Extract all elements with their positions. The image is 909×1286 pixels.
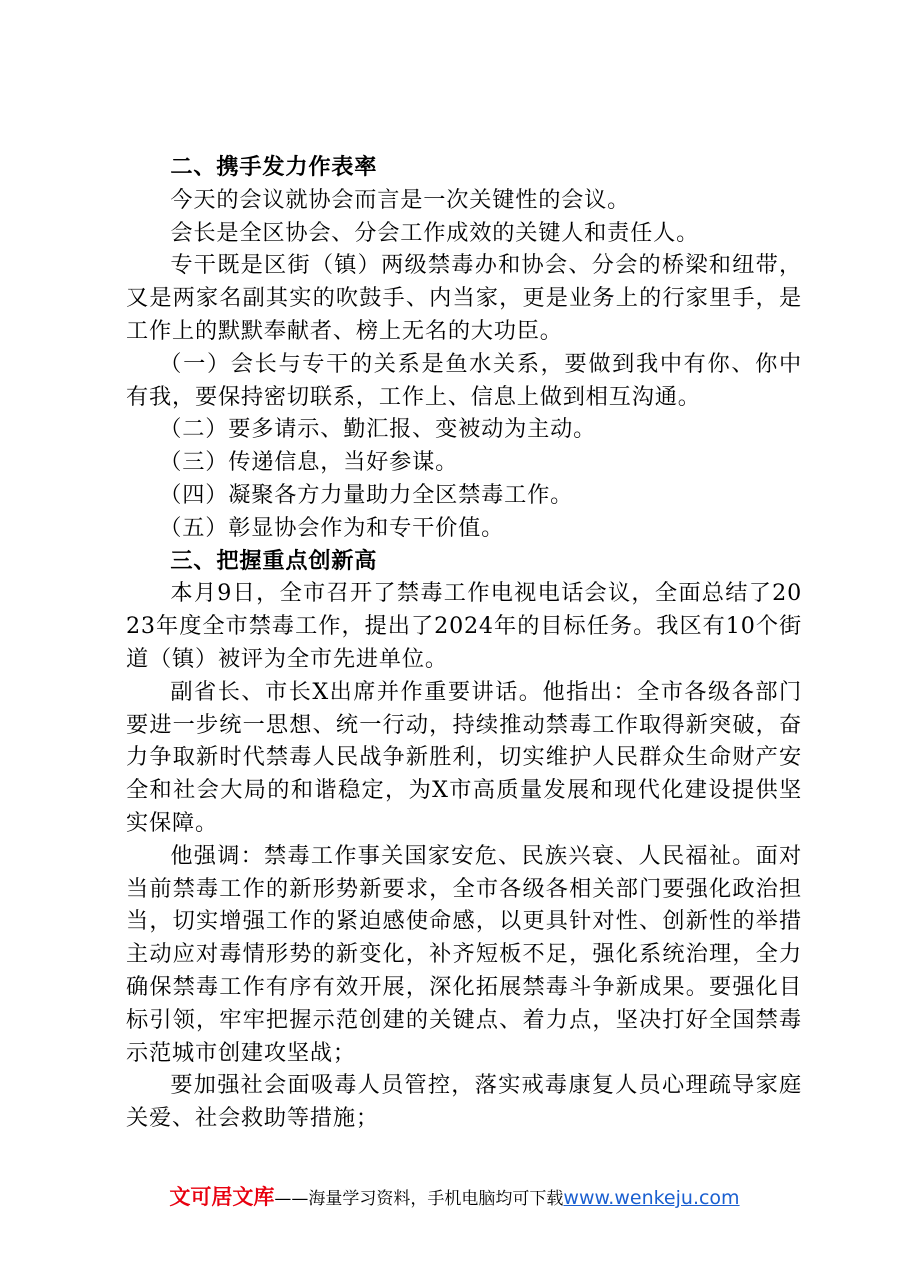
footer-brand: 文可居文库 <box>169 1185 275 1209</box>
paragraph: 专干既是区街（镇）两级禁毒办和协会、分会的桥梁和纽带，又是两家名副其实的吹鼓手、内当家，更是业务上的行家里手，是工作上的默默奉献者、榜上无名的大功臣。 <box>126 252 802 344</box>
list-item: （三）传递信息，当好参谋。 <box>159 449 459 476</box>
footer-tagline: ——海量学习资料，手机电脑均可下载 <box>274 1189 564 1209</box>
section-heading: 三、把握重点创新高 <box>170 547 378 574</box>
section-heading: 二、携手发力作表率 <box>170 154 378 180</box>
paragraph: 今天的会议就协会而言是一次关键性的会议。 <box>170 186 631 213</box>
document-body <box>126 151 802 1135</box>
paragraph: 副省长、市长X出席并作重要讲话。他指出：全市各级各部门要进一步统一思想、统一行动，持续推动禁毒工作取得新突破，奋力争取新时代禁毒人民战争新胜利，切实维护人民群众生命财产安全和社会大局的和谐稳定，为X市高质量发展和现代化建设提供坚实保障。 <box>126 678 802 836</box>
footer-site-link[interactable]: www.wenkeju.com <box>563 1187 740 1209</box>
footer-banner <box>0 1181 909 1211</box>
list-item: （一）会长与专干的关系是鱼水关系，要做到我中有你、你中有我，要保持密切联系，工作上、信息上做到相互沟通。 <box>126 350 802 410</box>
paragraph: 本月9日，全市召开了禁毒工作电视电话会议，全面总结了2023年度全市禁毒工作，提出了2024年的目标任务。我区有10个街道（镇）被评为全市先进单位。 <box>126 580 802 672</box>
paragraph: 他强调：禁毒工作事关国家安危、民族兴衰、人民福祉。面对当前禁毒工作的新形势新要求，全市各级各相关部门要强化政治担当，切实增强工作的紧迫感使命感，以更具针对性、创新性的举措主动应对毒情形势的新变化，补齐短板不足，强化系统治理，全力确保禁毒工作有序有效开展，深化拓展禁毒斗争新成果。要强化目标引领，牢牢把握示范创建的关键点、着力点，坚决打好全国禁毒示范城市创建攻坚战； <box>126 842 802 1066</box>
list-item: （五）彰显协会作为和专干价值。 <box>159 514 505 541</box>
list-item: （二）要多请示、勤汇报、变被动为主动。 <box>159 416 597 443</box>
paragraph: 要加强社会面吸毒人员管控，落实戒毒康复人员心理疏导家庭关爱、社会救助等措施； <box>126 1072 802 1132</box>
paragraph: 会长是全区协会、分会工作成效的关键人和责任人。 <box>170 219 700 246</box>
list-item: （四）凝聚各方力量助力全区禁毒工作。 <box>159 481 574 508</box>
